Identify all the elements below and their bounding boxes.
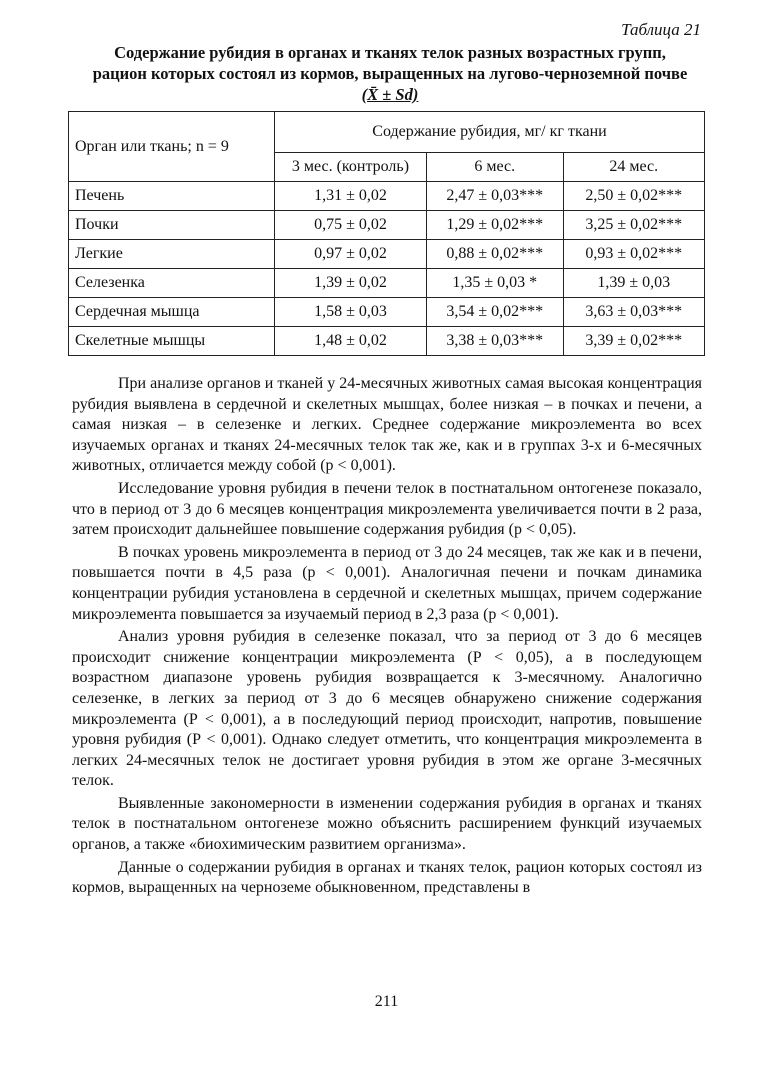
table-row	[69, 269, 705, 298]
value-cell-6-months: 1,29 ± 0,02***	[426, 211, 563, 240]
value-cell-24-months: 2,50 ± 0,02***	[563, 182, 704, 211]
table-row	[69, 298, 705, 327]
table-row	[69, 211, 705, 240]
value-cell-6-months: 3,38 ± 0,03***	[426, 327, 563, 356]
organ-cell: Почки	[69, 211, 275, 240]
page-number: 211	[374, 993, 399, 1010]
column-header-6-months: 6 мес.	[426, 153, 563, 182]
organ-cell: Селезенка	[69, 269, 275, 298]
value-cell-3-months: 0,97 ± 0,02	[275, 240, 427, 269]
organ-cell: Сердечная мышца	[69, 298, 275, 327]
value-cell-3-months: 1,58 ± 0,03	[275, 298, 427, 327]
body-text	[72, 374, 702, 899]
paragraph: Анализ уровня рубидия в селезенке показал, что за период от 3 до 6 месяцев происходит снижение концентрации микроэлемента (Р < 0,05), а в последующем возрастном диапазоне уровень рубидия возвращается к 3-месячному. Аналогично селезенке, в легких за период от 3 до 6 месяцев обнаружено снижение содержания микроэлемента (Р < 0,001), а в последующий период происходит, напротив, повышение уровня рубидия (Р < 0,001). Однако следует отметить, что концентрация микроэлемента в легких 24-месячных телок не достигает уровня рубидия в этом же органе 3-месячных телок.	[72, 628, 702, 790]
value-cell-6-months: 0,88 ± 0,02***	[426, 240, 563, 269]
column-header-24-months: 24 мес.	[563, 153, 704, 182]
paragraph: Выявленные закономерности в изменении содержания рубидия в органах и тканях телок в постнатальном онтогенезе можно объяснить расширением функций изучаемых органов, а также «биохимическим развитием организма».	[72, 794, 702, 854]
paragraph: Исследование уровня рубидия в печени телок в постнатальном онтогенезе показало, что в период от 3 до 6 месяцев концентрация микроэлемента увеличивается почти в 2 раза, затем происходит дальнейшее повышение содержания рубидия (р < 0,05).	[72, 479, 702, 539]
value-cell-24-months: 3,39 ± 0,02***	[563, 327, 704, 356]
paragraph: В почках уровень микроэлемента в период от 3 до 24 месяцев, так же как и в печени, повышается почти в 4,5 раза (р < 0,001). Аналогичная печени и почкам динамика концентрации рубидия установлена в сердечной и скелетных мышцах, причем содержание микроэлемента повышается за изучаемый период в 2,3 раза (р < 0,001).	[72, 543, 702, 623]
paragraph: Данные о содержании рубидия в органах и тканях телок, рацион которых состоял из кормов, выращенных на черноземе обыкновенном, представлены в	[72, 858, 702, 897]
content-column-header: Содержание рубидия, мг/ кг ткани	[275, 112, 705, 153]
caption-line-1: Содержание рубидия в органах и тканях телок разных возрастных групп,	[114, 43, 666, 62]
paragraph: При анализе органов и тканей у 24-месячных животных самая высокая концентрация рубидия выявлена в сердечной и скелетных мышцах, более низкая – в почках и печени, а самая низкая – в селезенке и легких. Среднее содержание микроэлемента во всех изучаемых органах и тканях 24-месячных телок так же, как и в группах 3-х и 6-месячных животных, отличается между собой (р < 0,001).	[72, 375, 702, 475]
value-cell-3-months: 1,39 ± 0,02	[275, 269, 427, 298]
table-caption	[70, 42, 710, 105]
table-row	[69, 182, 705, 211]
value-cell-24-months: 1,39 ± 0,03	[563, 269, 704, 298]
caption-line-2: рацион которых состоял из кормов, выращенных на лугово-черноземной почве	[92, 64, 688, 83]
value-cell-6-months: 2,47 ± 0,03***	[426, 182, 563, 211]
value-cell-24-months: 3,25 ± 0,02***	[563, 211, 704, 240]
value-cell-3-months: 0,75 ± 0,02	[275, 211, 427, 240]
value-cell-6-months: 3,54 ± 0,02***	[426, 298, 563, 327]
rubidium-table	[68, 111, 705, 356]
organ-cell: Печень	[69, 182, 275, 211]
value-cell-3-months: 1,48 ± 0,02	[275, 327, 427, 356]
value-cell-6-months: 1,35 ± 0,03 *	[426, 269, 563, 298]
table-row	[69, 327, 705, 356]
table-row	[69, 240, 705, 269]
organ-column-header: Орган или ткань; n = 9	[69, 112, 275, 182]
value-cell-3-months: 1,31 ± 0,02	[275, 182, 427, 211]
column-header-3-months: 3 мес. (контроль)	[275, 153, 427, 182]
table-header-row	[69, 112, 705, 153]
caption-formula: (X̄ ± Sd)	[361, 85, 419, 104]
value-cell-24-months: 3,63 ± 0,03***	[563, 298, 704, 327]
value-cell-24-months: 0,93 ± 0,02***	[563, 240, 704, 269]
table-number-label: Таблица 21	[621, 20, 701, 39]
organ-cell: Легкие	[69, 240, 275, 269]
organ-cell: Скелетные мышцы	[69, 327, 275, 356]
